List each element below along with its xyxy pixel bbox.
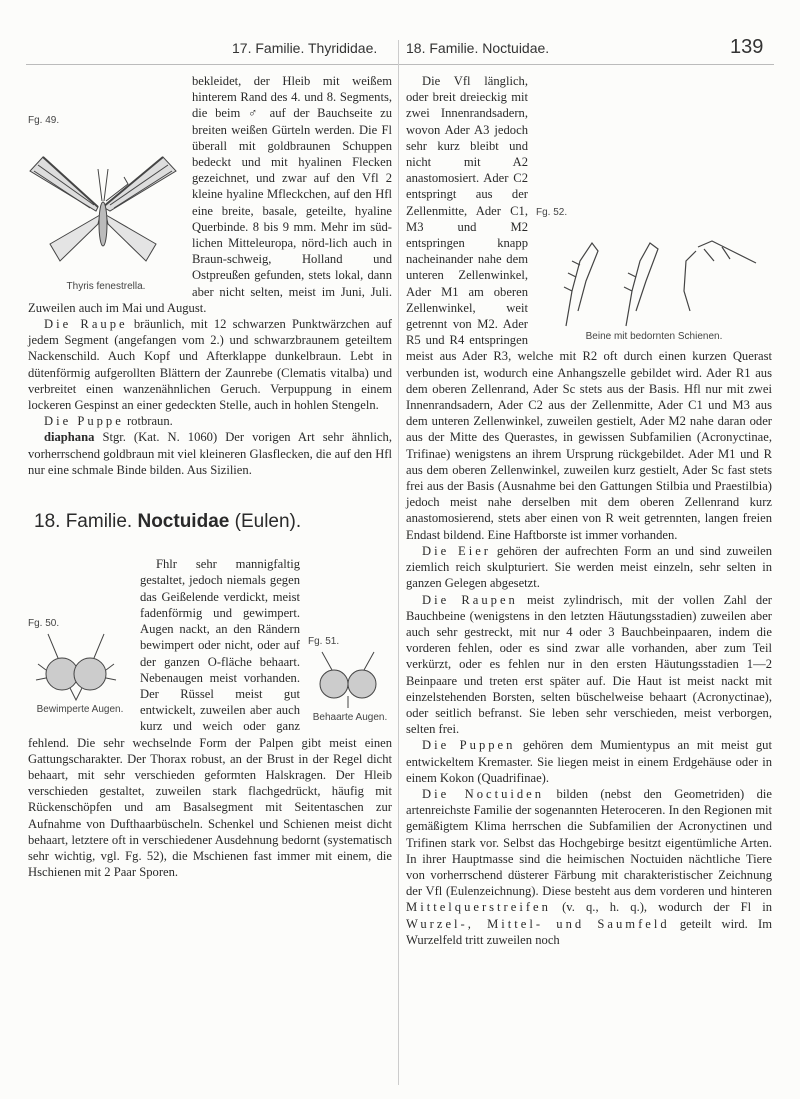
section-subtitle: (Eulen).: [234, 511, 302, 533]
figure-50: [28, 616, 132, 718]
right-column: [406, 73, 772, 948]
right-paragraph-5b: (v. q., h. q.), wodurch der Fl in: [562, 900, 772, 915]
figure-49: [28, 113, 184, 295]
figure-52: [536, 205, 772, 345]
left-paragraph-1: bekleidet, der Hleib mit weißem hinterem Rand des 4. und 8. Segments, die beim ♂ auf der Bauchseite zu breiten weißen Gürteln werden. Die Fl überall mit goldbraunen Schuppen bedeckt und mit hyalinen Flecken gezeichnet, und zwar auf den Vfl 2 kleine hyaline Mfleckchen, auf den Hfl eine breite, basale, geteilte, hyaline Querbinde. 8 bis 9 mm. Mehr im süd-lichen Mitteleuropa, nörd-lich auch in Braun-schweig, Holland und Ostpreußen gefunden, stets lokal, dann aber nicht selten, meist im Juni, Juli. Zuweilen auch im Mai und August.: [28, 74, 392, 315]
figure-50-caption: Bewimperte Augen.: [36, 704, 124, 716]
left-paragraph-2: bräunlich, mit 12 schwarzen Punktwärzchen auf jedem Segment (angefangen vom 2.) und schwarzbraunem geteiltem Nackenschild. Auch Kopf und Afterklappe dunkelbraun. Lebt in dütenförmig aufgerollten Blättern der Zaunrebe (Clematis vitalba) und verbreitet einen wanzenähnlichen Geruch. Verpuppung in einem lockeren Gespinst an einer gedeckten Stelle, auch in hohlen Stengeln.: [28, 317, 392, 413]
figure-51: [308, 634, 392, 726]
header-right: 18. Familie. Noctuidae.: [406, 40, 550, 56]
raupen-label: Die Raupen: [422, 592, 518, 607]
header-left: 17. Familie. Thyrididae.: [232, 40, 378, 56]
page-number: 139: [730, 36, 764, 58]
noctuiden-label: Die Noctuiden: [422, 786, 545, 801]
figure-50-label: Fg. 50.: [28, 618, 60, 630]
left-paragraph-3: rotbraun.: [126, 414, 173, 429]
raupe-label: Die Raupe: [44, 317, 128, 332]
moth-illustration: [28, 129, 178, 279]
eier-label: Die Eier: [422, 543, 491, 558]
left-paragraph-4: Stgr. (Kat. N. 1060) Der vorigen Art sehr ähnlich, vorherrschend goldbraun mit viel kleineren Glasflecken, die auf den Hfl nur eine schmale Binde bilden. Aus Sizilien.: [28, 430, 392, 477]
section-heading: [34, 511, 392, 533]
header-rule: [26, 64, 774, 65]
running-header: [0, 36, 800, 64]
puppe-label: Die Puppe: [44, 414, 124, 429]
column-divider: [398, 40, 399, 1085]
right-paragraph-2: gehören der aufrechten Form an und sind zuweilen ziemlich reich skulpturiert. Sie werden meist einzeln, sehr selten in ganzen Gelegen abgesetzt.: [406, 543, 772, 591]
right-paragraph-5c: geteilt wird. Im Wurzelfeld tritt zuweilen noch: [406, 916, 772, 947]
term-felder: Wurzel-, Mittel- und Saumfeld: [406, 916, 670, 931]
right-paragraph-3: meist zylindrisch, mit der vollen Zahl der Bauchbeine (wenigstens in den letzten Häutungsstadien) zuweilen aber auch sehr gestreckt, mit nur 4 oder 3 Bauchbeinpaaren, indem die vorderen fehlen, oder es sind zwar alle vorhanden, aber zum Teil verkürzt, oder es fehlen nur in den ersten Häutungsstadien 1—2 Beinpaare und treten erst später auf. Die Haut ist meist nackt mit einzelstehenden Borsten, selten büschelweise behaart (Acronyctinae), oder seitlich befranst. Sie leben sehr verschieden, meist verborgen, selten frei.: [406, 592, 773, 737]
legs-illustration: [536, 221, 766, 329]
figure-49-label: Fg. 49.: [28, 115, 60, 126]
species-name: diaphana: [44, 430, 95, 445]
ciliated-eye-illustration: [28, 632, 124, 702]
figure-52-caption: Beine mit bedornten Schienen.: [585, 331, 723, 343]
figure-51-label: Fg. 51.: [308, 636, 340, 648]
hairy-eye-illustration: [308, 650, 388, 710]
right-paragraph-1: Die Vfl länglich, oder breit dreieckig mit zwei Innenrandsadern, wovon Ader A3 jedoch sehr kurz bleibt und nicht mit A2 anastomosiert. Ader C2 entspringt aus der Zellenmitte, Ader C1, M3 und M2 entspringen knapp nacheinander nahe dem unteren Zellenwinkel, Ader M1 am oberen Zellenwinkel, weit getrennt von M2. Ader R5 und R4 entspringen meist aus Ader R3, welche mit R2 oft durch einen kurzen Querast verbunden ist, wodurch eine Anhangszelle gebildet wird. Ader R1 aus dem oberen Zellenrand, Ader Sc stets aus der Basis. Hfl nur mit zwei Innenrandsadern, Ader C2 aus der Zellenmitte, Ader C1 und M3 aus dem unteren Zellenwinkel, zuweilen gestielt, Ader M2 nahe daran oder aus der Mitte des Querastes, in gewissen Subfamilien (Acronyctinae, Trifinae) wenigstens an ihrem Ursprung rückgebildet. Ader M1 und R aus dem oberen Zellenwinkel, zuweilen kurz gestielt, Ader Sc fast stets frei aus der Basis (Ausnahme bei den Gattungen Stilbia und Praestilbia) jedoch meist nahe derselben mit dem oberen Zellenrand kurz anastomosierend, stets aber einen von R weit getrennten, langen freien Endast bildend. Eine Haftborste ist immer vorhanden.: [406, 74, 772, 542]
figure-51-caption: Behaarte Augen.: [312, 712, 388, 724]
figure-49-caption: Thyris fenestrella.: [66, 281, 146, 293]
right-paragraph-5a: bilden (nebst den Geometriden) die artenreichste Familie der sogenannten Heteroceren. In den Regionen mit gemäßigtem Klima herrschen die Subfamilien der Acronyctinen und Trifinen stark vor. Selbst das Hochgebirge besitzt eigentümliche Arten. In ihrer Hauptmasse sind die heimischen Noctuiden nächtliche Tiere von vorherrschend düsterer Färbung mit charakteristischer Zeichnung der Vfl (Eulenzeichnung). Diese besteht aus dem vorderen und hinteren: [406, 786, 772, 899]
section-number: 18. Familie.: [34, 511, 133, 533]
section-title: Noctuidae: [137, 511, 230, 533]
term-mittelquerstreifen: Mittelquerstreifen: [406, 900, 551, 915]
left-paragraph-5: Fhlr sehr mannigfaltig gestaltet, jedoch niemals gegen das Geißelende verdickt, meist fadenförmig und gewimpert. Augen nackt, an den Rändern bewimpert oder nicht, oder auf der ganzen O-fläche behaart. Nebenaugen meist vorhanden. Der Rüssel meist gut entwickelt, zuweilen aber auch kurz und weich oder ganz fehlend. Die sehr wechselnde Form der Palpen gibt meist einen Gattungscharakter. Der Thorax robust, an der Brust in der Regel dicht behaart, mit sehr verschieden geformten Halskragen. Der Hleib verschieden gestaltet, zuweilen stark flachgedrückt, häufig mit Rückenschöpfen und am Basalsegment mit Seitentaschen zur Aufnahme von Dufthaarbüscheln. Schenkel und Schienen meist dicht behaart, letztere oft in verschiedener Ausdehnung bedornt (systematisch sehr wichtig, vgl. Fg. 52), die Mschienen fast immer mit einem, die Hschienen mit 2 Paar Sporen.: [28, 557, 392, 880]
left-column: [28, 73, 392, 880]
right-paragraph-4: gehören dem Mumientypus an mit meist gut entwickeltem Kremaster. Sie liegen meist in einem Erdgehäuse oder in einem Kokon (Quadrifinae).: [406, 738, 772, 785]
figure-52-label: Fg. 52.: [536, 207, 568, 218]
puppen-label: Die Puppen: [422, 738, 516, 753]
